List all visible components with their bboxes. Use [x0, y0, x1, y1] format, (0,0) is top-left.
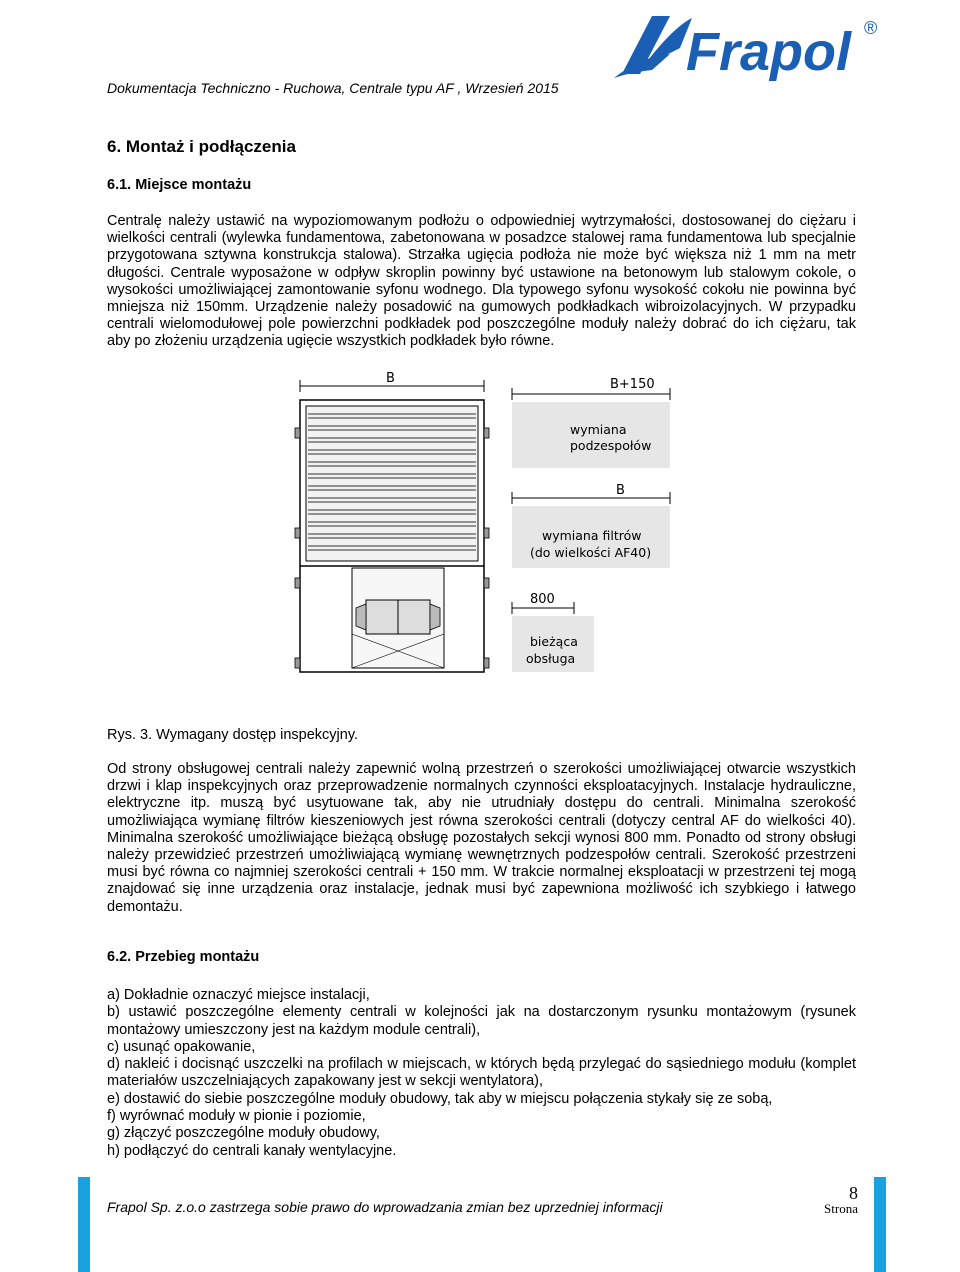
box-label-service-line2: obsługa [526, 651, 576, 666]
box-label-component-line1: wymiana [570, 422, 627, 437]
paragraph-placement: Centralę należy ustawić na wypoziomowanym podłożu o odpowiedniej wytrzymałości, dostosowanej do ciężaru i wielkości centrali (wylewka fundamentowa, zabetonowana w posadzce stalowej rama fundamentowa lub specjalnie przygotowana sztywna konstrukcja stalowa). Strzałka ugięcia podłoża nie może być większa niż 1 mm na metr długości. Centrale wyposażone w odpływ skroplin powinny być ustawione na betonowym lub stalowym cokole, o wysokości umożliwiającej zamontowanie syfonu wodnego. Dla typowego syfonu wysokość cokołu nie powinna być mniejsza niż 150mm. Urządzenie należy posadowić na gumowych podkładkach wibroizolacyjnych. W przypadku centrali wielomodułowej pole powierzchni podkładek pod poszczególne moduły należy dobrać do ich ciężaru, tak aby po złożeniu urządzenia ugięcie wszystkich podkładek było równe. [107, 213, 856, 350]
document-header-title: Dokumentacja Techniczno - Ruchowa, Centrale typu AF , Wrzesień 2015 [107, 80, 559, 96]
list-item: b) ustawić poszczególne elementy centrali w kolejności jak na dostarczonym rysunku montażowym (rysunek montażowy umieszczony jest na każdym module centrali), [107, 1004, 856, 1038]
frapol-logo [612, 8, 882, 84]
figure-caption: Rys. 3. Wymagany dostęp inspekcyjny. [107, 727, 359, 743]
list-item: h) podłączyć do centrali kanały wentylacyjne. [107, 1142, 397, 1159]
list-item: f) wyrównać moduły w pionie i poziomie, [107, 1108, 366, 1125]
logo-text: Frapol [686, 22, 852, 82]
dim-label-b-top: B [386, 371, 395, 386]
paragraph-access: Od strony obsługowej centrali należy zapewnić wolną przestrzeń o szerokości umożliwiającej otwarcie wszystkich drzwi i klap inspekcyjnych oraz przeprowadzenie normalnych czynności eksploatacyjnych. Instalacje hydrauliczne, elektryczne itp. muszą być usytuowane tak, aby nie utrudniały dostępu do centrali. Minimalna szerokość umożliwiająca wymianę filtrów kieszeniowych jest równa szerokości centrali (dotyczy central AF do wielkości 40). Minimalna szerokość umożliwiające bieżącą obsługę pozostałych sekcji wynosi 800 mm. Ponadto od strony obsługi należy przewidzieć przestrzeń umożliwiającą wymianę wewnętrznych podzespołów centrali. Szerokość przestrzeni musi być równa co najmniej szerokości centrali + 150 mm. W trakcie normalnej eksploatacji w przestrzeni tej mogą znajdować się inne urządzenia oraz instalacje, jednak musi być zapewniona możliwość ich szybkiego i łatwego demontażu. [107, 761, 856, 915]
subsection-title-6-2: 6.2. Przebieg montażu [107, 949, 260, 965]
footer-disclaimer: Frapol Sp. z.o.o zastrzega sobie prawo do wprowadzania zmian bez uprzedniej informacji [107, 1199, 663, 1215]
dim-label-b150: B+150 [610, 377, 655, 392]
box-label-service-line1: bieżąca [530, 634, 578, 649]
page-number-block [818, 1183, 858, 1217]
dim-label-b-mid: B [616, 483, 625, 498]
dim-label-800: 800 [530, 592, 555, 607]
list-item: c) usunąć opakowanie, [107, 1038, 256, 1055]
list-item: e) dostawić do siebie poszczególne moduły obudowy, tak aby w miejscu połączenia stykały się ze sobą, [107, 1090, 773, 1107]
list-item: d) nakleić i docisnąć uszczelki na profilach w miejscach, w których będą przylegać do sąsiedniego modułu (komplet materiałów uszczelniających zapakowany jest w sekcji wentylatora), [107, 1056, 856, 1090]
list-item: a) Dokładnie oznaczyć miejsce instalacji, [107, 987, 370, 1003]
subsection-title-6-1: 6.1. Miejsce montażu [107, 177, 252, 193]
section-title: 6. Montaż i podłączenia [107, 137, 296, 156]
list-item: g) złączyć poszczególne moduły obudowy, [107, 1125, 380, 1142]
page-number: 8 [849, 1183, 858, 1203]
footer-left-bar [78, 1177, 90, 1272]
box-label-filters-line1: wymiana filtrów [542, 528, 642, 543]
box-label-component-line2: podzespołów [570, 438, 652, 453]
logo-registered-mark: ® [864, 18, 878, 38]
installation-steps-list [107, 987, 856, 1160]
inspection-access-figure [294, 368, 674, 708]
box-label-filters-line2: (do wielkości AF40) [530, 545, 652, 560]
logo-mark-icon [614, 16, 692, 78]
page-label: Strona [824, 1201, 858, 1216]
footer-right-bar [874, 1177, 886, 1272]
